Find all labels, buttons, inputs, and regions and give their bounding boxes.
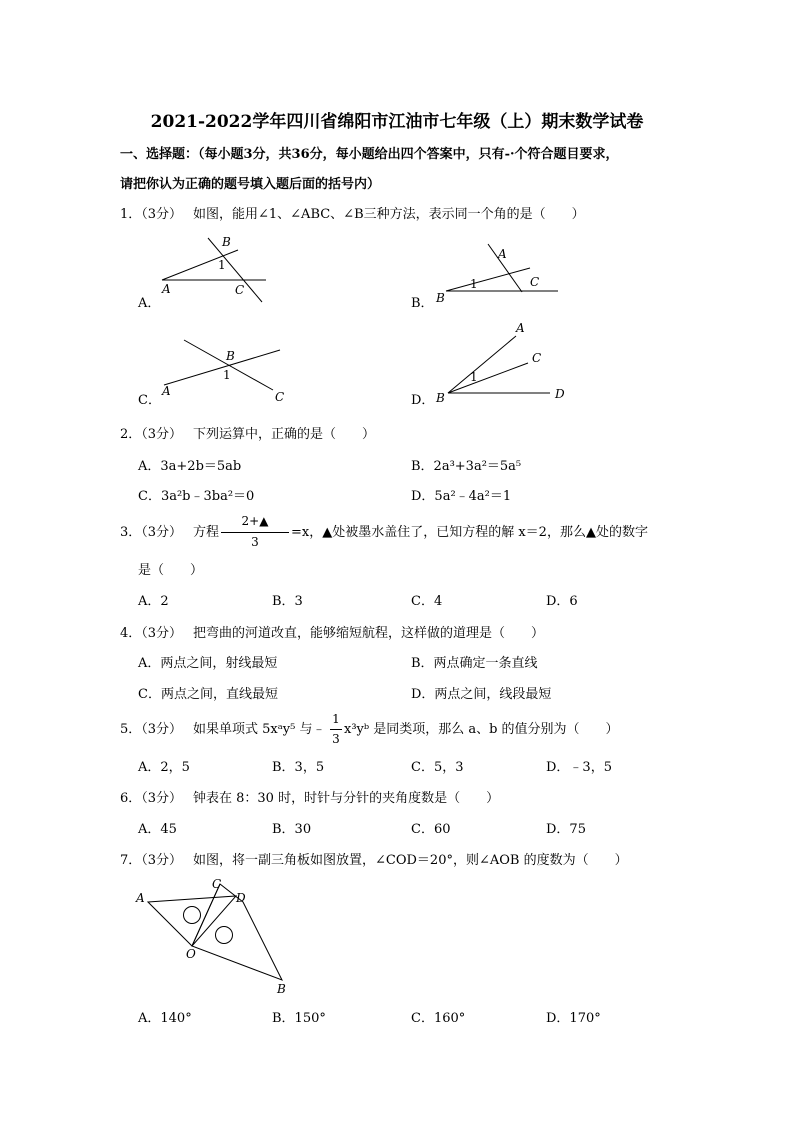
- q7-label-c: C: [212, 877, 222, 891]
- q1a-label-a: A: [162, 282, 171, 296]
- q1-option-d: D．: [411, 393, 435, 408]
- q3-number: 3．（3分）: [120, 525, 183, 540]
- q1a-label-b: B: [222, 235, 231, 249]
- q5-option-c: C．5，3: [411, 760, 464, 775]
- q7-label-o: O: [186, 947, 196, 961]
- q1-figure-b: [430, 240, 560, 305]
- q1d-label-c: C: [532, 351, 542, 365]
- q4-option-c: C．两点之间，直线最短: [138, 687, 278, 702]
- q1-figure-d: [430, 318, 580, 408]
- q6-stem: 钟表在 8：30 时，时针与分针的夹角度数是（ ）: [193, 791, 500, 806]
- q4-option-d: D．两点之间，线段最短: [411, 687, 552, 702]
- q1-figure-c: [158, 332, 288, 404]
- q4-stem: 把弯曲的河道改直，能够缩短航程，这样做的道理是（ ）: [193, 626, 545, 641]
- q5-frac-numerator: 1: [332, 712, 340, 726]
- q2-stem: 下列运算中，正确的是（ ）: [193, 427, 376, 442]
- q3-stem-line2: 是（ ）: [138, 563, 204, 578]
- q2-option-a: A．3a+2b＝5ab: [138, 459, 242, 474]
- q5-stem-pre: 如果单项式 5xᵃy⁵ 与﹣: [193, 722, 326, 737]
- q3-option-b: B．3: [272, 594, 303, 609]
- q6-number: 6．（3分）: [120, 791, 183, 806]
- q1d-label-b: B: [436, 391, 445, 405]
- q7-label-d: D: [236, 891, 246, 905]
- q2-option-d: D．5a²﹣4a²＝1: [411, 489, 512, 504]
- q6-option-b: B．30: [272, 822, 312, 837]
- q6-option-d: D．75: [546, 822, 586, 837]
- q1b-label-1: 1: [470, 277, 478, 291]
- q1c-label-1: 1: [223, 368, 231, 382]
- section-heading-cont: 请把你认为正确的题号填入题后面的括号内）: [120, 177, 381, 192]
- q1-stem: 如图，能用∠1、∠ABC、∠B三种方法，表示同一个角的是（ ）: [193, 207, 585, 222]
- q7-option-a: A．140°: [138, 1011, 192, 1026]
- q2-option-c: C．3a²b﹣3ba²＝0: [138, 489, 255, 504]
- q5-frac-bar: [330, 729, 342, 730]
- q3-option-d: D．6: [546, 594, 578, 609]
- q1a-label-c: C: [235, 283, 245, 297]
- q1-option-c: C．: [138, 393, 161, 408]
- q1-option-a: A．: [138, 296, 161, 311]
- q6-option-c: C．60: [411, 822, 451, 837]
- q7-option-b: B．150°: [272, 1011, 326, 1026]
- q5-option-a: A．2，5: [138, 760, 190, 775]
- q3-fraction: [221, 514, 289, 550]
- q3-stem-post: =x，▲处被墨水盖住了，已知方程的解 x＝2，那么▲处的数字: [291, 525, 648, 540]
- q3-frac-bar: [221, 532, 289, 533]
- q7-option-d: D．170°: [546, 1011, 601, 1026]
- q1b-label-b: B: [436, 291, 445, 305]
- q1c-label-a: A: [162, 384, 171, 398]
- q1a-label-1: 1: [218, 258, 226, 272]
- q1d-label-1: 1: [470, 370, 478, 384]
- q7-stem: 如图，将一副三角板如图放置，∠COD＝20°，则∠AOB 的度数为（ ）: [193, 853, 628, 868]
- q1b-label-c: C: [530, 275, 540, 289]
- q5-number: 5．（3分）: [120, 722, 183, 737]
- q5-stem-post: x³yᵇ 是同类项，那么 a、b 的值分别为（ ）: [344, 722, 619, 737]
- q3-stem-pre: 方程: [193, 525, 220, 540]
- q3-option-c: C．4: [411, 594, 443, 609]
- q6-option-a: A．45: [138, 822, 177, 837]
- q2-option-b: B．2a³+3a²＝5a⁵: [411, 459, 522, 474]
- q7-option-c: C．160°: [411, 1011, 466, 1026]
- q2-number: 2．（3分）: [120, 427, 183, 442]
- q5-fraction: [330, 712, 342, 748]
- q4-option-b: B．两点确定一条直线: [411, 656, 538, 671]
- q5-option-b: B．3，5: [272, 760, 325, 775]
- q7-number: 7．（3分）: [120, 853, 183, 868]
- q7-label-a: A: [136, 891, 145, 905]
- q3-frac-denominator: 3: [251, 535, 259, 549]
- q1c-label-b: B: [226, 349, 235, 363]
- q4-option-a: A．两点之间，射线最短: [138, 656, 278, 671]
- q3-option-a: A．2: [138, 594, 169, 609]
- q4-number: 4．（3分）: [120, 626, 183, 641]
- q5-option-d: D．﹣3，5: [546, 760, 612, 775]
- q1d-label-a: A: [516, 321, 525, 335]
- q1d-label-d: D: [555, 387, 565, 401]
- q1c-label-c: C: [275, 390, 285, 404]
- q3-frac-numerator: 2+▲: [241, 514, 269, 528]
- q1-figure-a: [150, 230, 280, 310]
- q7-figure: [132, 872, 302, 1000]
- q5-frac-denominator: 3: [332, 732, 340, 746]
- q1-number: 1．（3分）: [120, 207, 183, 222]
- page-title: 2021-2022学年四川省绵阳市江油市七年级（上）期末数学试卷: [150, 112, 644, 132]
- section-heading: 一、选择题：（每小题3分，共36分，每小题给出四个答案中，只有-·个符合题目要求，: [120, 147, 619, 162]
- q7-label-b: B: [277, 982, 286, 996]
- q1-option-b: B．: [411, 296, 434, 311]
- q1b-label-a: A: [498, 247, 507, 261]
